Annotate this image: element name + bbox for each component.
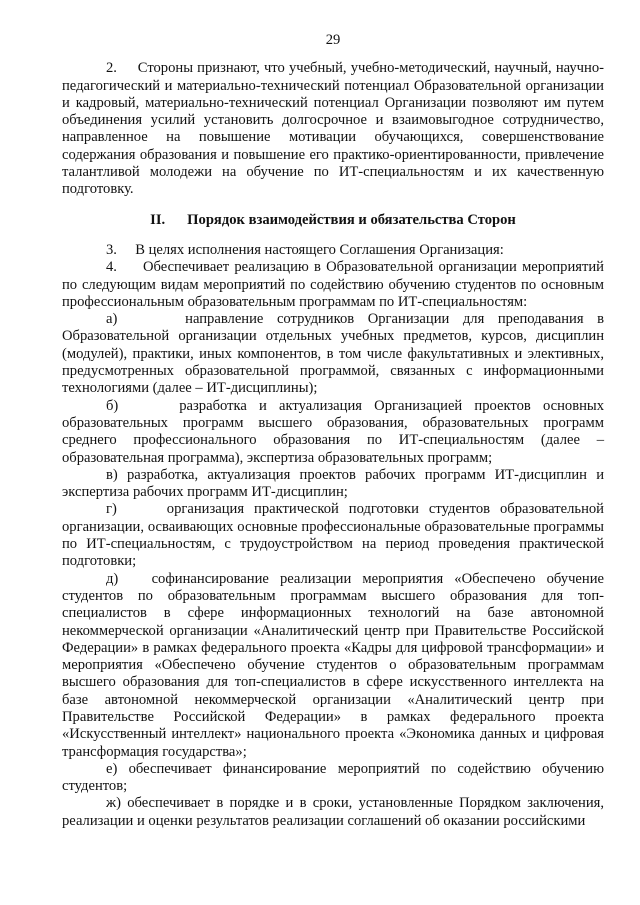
item-b: б) разработка и актуализация Организацией проектов основных образовательных программ высшего образования, образовательных программ среднего профессионального образования по ИТ-специальностям (далее – образовательная программа), экспертиза образовательных программ; [62, 397, 604, 466]
section-number: II. [150, 211, 166, 228]
page-number: 29 [325, 32, 341, 48]
section-heading [62, 212, 604, 229]
section-title: Порядок взаимодействия и обязательства Сторон [187, 211, 516, 228]
item-v: в) разработка, актуализация проектов рабочих программ ИТ-дисциплин и экспертиза рабочих программ ИТ-дисциплин; [62, 466, 604, 501]
paragraph-3: 3. В целях исполнения настоящего Соглашения Организация: [106, 241, 504, 258]
item-e: е) обеспечивает финансирование мероприятий по содействию обучению студентов; [62, 760, 604, 795]
item-g: г) организация практической подготовки студентов образовательной организации, осваивающих основные профессиональные образовательные программы по ИТ-специальностям, с трудоустройством на период проведения практической подготовки; [62, 501, 604, 570]
item-zh: ж) обеспечивает в порядке и в сроки, установленные Порядком заключения, реализации и оценки результатов реализации соглашений об оказании российскими [62, 795, 604, 829]
paragraph-2: 2. Стороны признают, что учебный, учебно-методический, научный, научно- педагогический и материально-технический потенциал Образовательной организации и кадровый, материально-технический потенциал Организации позволяют им путем объединения усилий установить долгосрочное и взаимовыгодное сотрудничество, направленное на повышение мотивации обучающихся, совершенствование содержания образования и повышение его практико-ориентированности, привлечение талантливой молодежи на обучение по ИТ-специальностям и их качественную подготовку. [62, 60, 604, 198]
item-a: а) направление сотрудников Организации для преподавания в Образовательной организации отдельных учебных предметов, курсов, дисциплин (модулей), практики, иных компонентов, в том числе факультативных и элективных, предусмотренных образовательной программой, связанных с информационными технологиями (далее – ИТ-дисциплины); [62, 311, 604, 397]
paragraph-4: 4. Обеспечивает реализацию в Образовательной организации мероприятий по следующим видам мероприятий по содействию обучению студентов по основным профессиональным образовательным программам по ИТ-специальностям: [62, 259, 604, 310]
item-d: д) софинансирование реализации мероприятия «Обеспечено обучение студентов по образовательным программам высшего образования для топ-специалистов в сфере информационных технологий на базе автономной некоммерческой организации «Аналитический центр при Правительстве Российской Федерации» в рамках федерального проекта «Кадры для цифровой трансформации» и мероприятия «Обеспечено обучение студентов о образовательным программам высшего образования для топ-специалистов в сфере искусственного интеллекта на базе автономной некоммерческой организации «Аналитический центр при Правительстве Российской Федерации» в рамках федерального проекта «Искусственный интеллект» национального проекта «Экономика данных и цифровая трансформация государства»; [62, 570, 604, 760]
